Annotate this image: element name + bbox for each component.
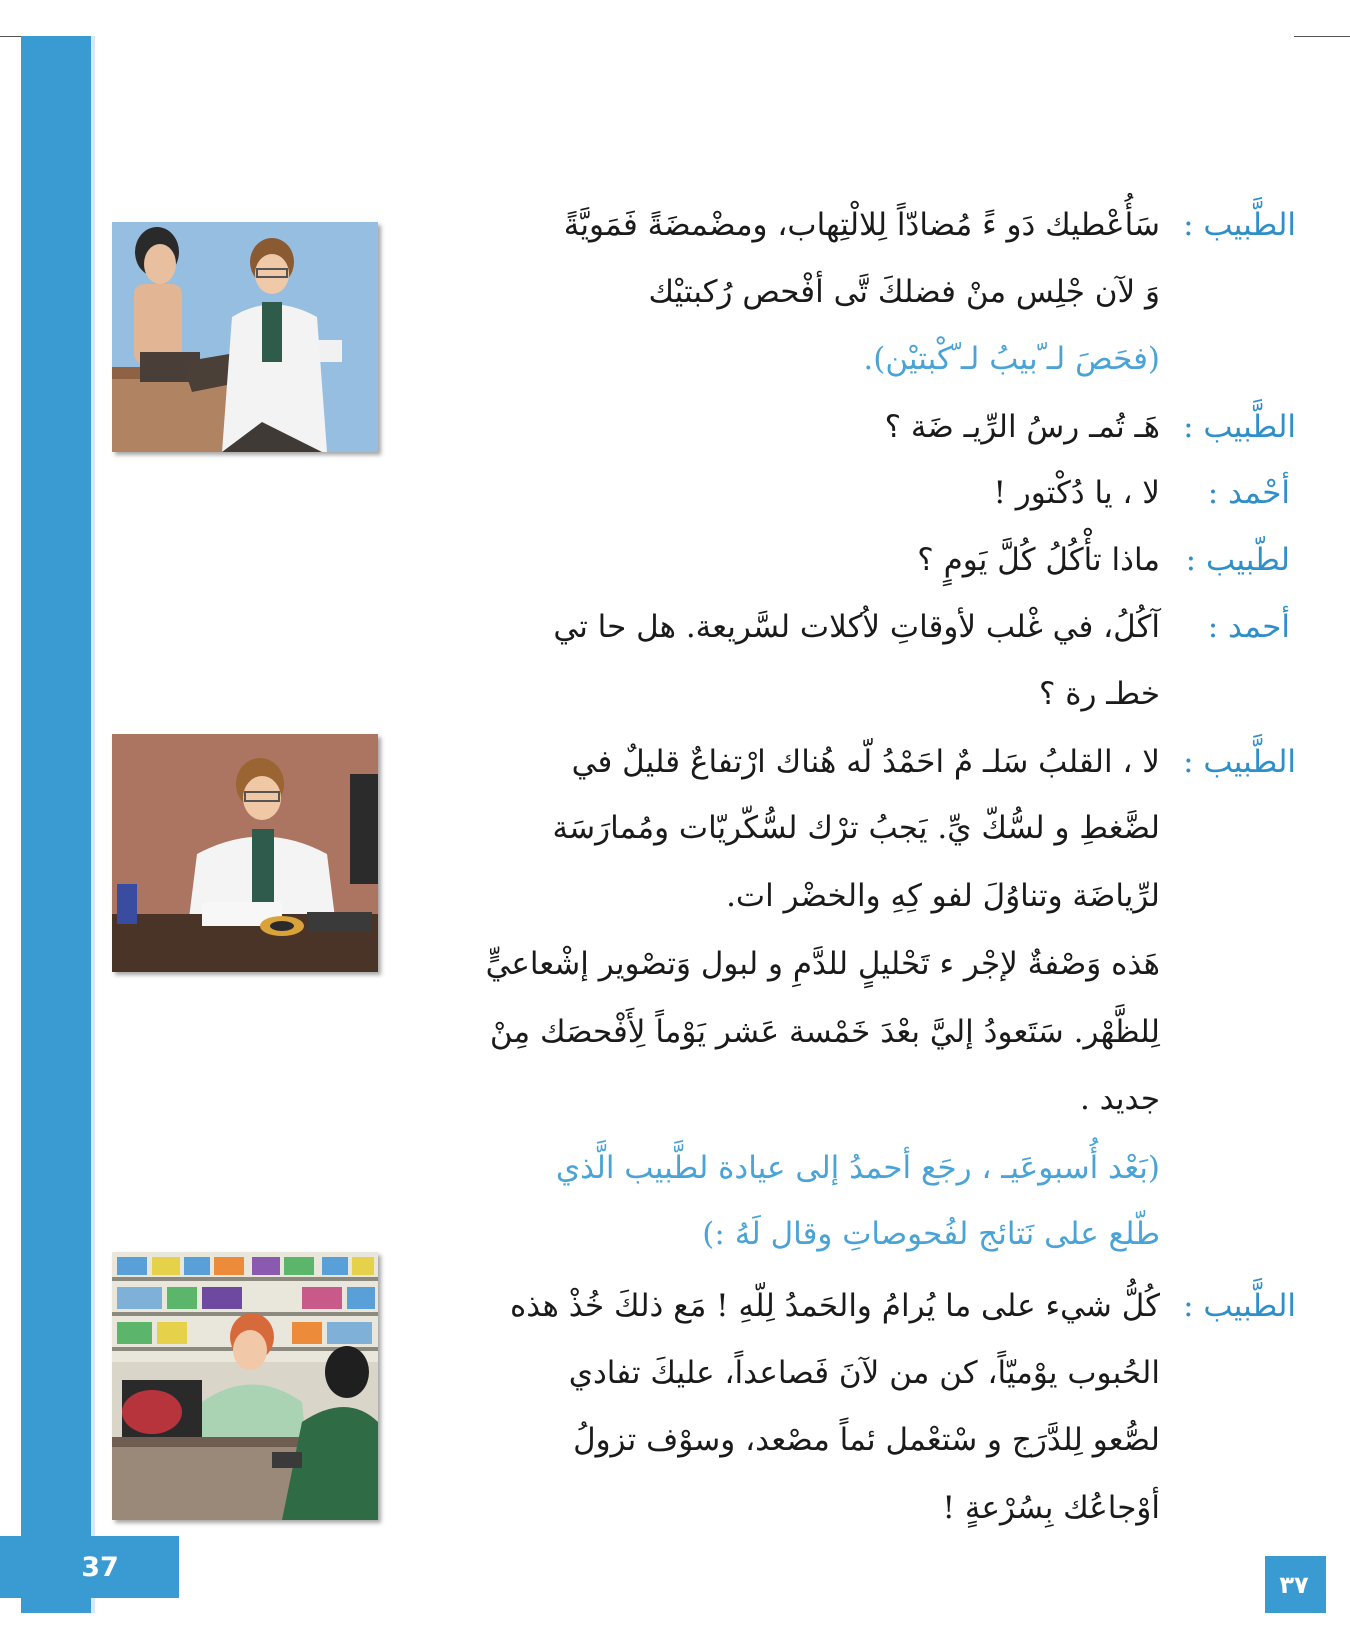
- dialogue-line: لضَّغطِ و لسُّكّ يِّ. يَجبُ ترْك لسُّكّريّات ومُمارَسَة: [552, 810, 1160, 846]
- page-number-tab: [0, 1536, 21, 1598]
- dialogue-line: كُلُّ شيء على ما يُرامُ والحَمدُ لِلّهِ ! مَع ذلكَ خُذْ هذه: [509, 1288, 1160, 1324]
- doctor-writing-prescription-image: [112, 734, 378, 972]
- dialogue-line: آكُلُ، في غْلب لأوقاتِ لاُكلات لسَّريعة. هل حا تي: [553, 609, 1160, 645]
- crop-mark-left: [0, 36, 21, 37]
- side-margin-bar-shadow: [91, 36, 95, 1613]
- speaker-doctor: الطَّبيب :: [1183, 1288, 1296, 1324]
- dialogue-line: لصُّعو لِلدَّرَج و سْتعْمل ئماً مصْعد، وسوْف تزولُ: [573, 1422, 1160, 1458]
- dialogue-line: لِلظَّهْر. سَتَعودُ إليَّ بعْدَ خَمْسة عَشر يَوْماً لِأَفْحصَك مِنْ: [489, 1014, 1160, 1050]
- speaker-ahmed: أحْمد :: [1207, 475, 1290, 511]
- dialogue-line: وَ لآن جْلِس منْ فضلكَ تَّى أفْحص رُكبتيْك: [648, 274, 1160, 310]
- dialogue-line: ماذا تأْكُلُ كُلَّ يَومٍ ؟: [917, 542, 1160, 578]
- side-margin-bar: [21, 36, 91, 1613]
- dialogue-line: خطـ رة ؟: [1038, 676, 1160, 712]
- dialogue-line: لرِّياضَة وتناوُلَ لفو كِهِ والخضْر ات.: [726, 878, 1160, 914]
- dialogue-line: لا ، يا دُكْتور !: [993, 475, 1160, 511]
- narration: طّلع على نَتائج لفُحوصاتِ وقال لَهُ :): [702, 1216, 1160, 1252]
- dialogue-line: جديد .: [1079, 1081, 1160, 1117]
- dialogue-line: هَـ تُمـ رسُ الرِّيـ ضَة ؟: [884, 409, 1160, 445]
- narration: (بَعْد أُسبوعَيـ ، رجَع أحمدُ إلى عيادة لطَّبيب الَّذي: [555, 1150, 1160, 1186]
- page-number-latin: 37: [21, 1536, 179, 1598]
- speaker-doctor: الطَّبيب :: [1183, 409, 1296, 445]
- speaker-doctor: الطَّبيب :: [1183, 207, 1296, 243]
- dialogue-line: الحُبوب يوْميّاً، كن من لآنَ فَصاعداً، عليكَ تفادي: [568, 1355, 1160, 1391]
- doctor-examining-knee-image: [112, 222, 378, 452]
- stage-direction: (فحَصَ لـ ّبيبُ لـ ّكْبتيْن).: [863, 341, 1160, 377]
- dialogue-line: لا ، القلبُ سَلـ مٌ احَمْدُ لّه هُناك ارْتفاعٌ قليلٌ في: [571, 744, 1160, 780]
- page-number-edge: [1323, 1556, 1326, 1613]
- speaker-doctor: الطَّبيب :: [1183, 744, 1296, 780]
- dialogue-line: أوْجاعُك بِسُرْعةٍ !: [942, 1490, 1160, 1526]
- speaker-doctor: لطّبيب :: [1185, 542, 1290, 578]
- pharmacy-counter-image: [112, 1252, 378, 1520]
- crop-mark-right: [1294, 36, 1350, 37]
- dialogue-line: هَذه وَصْفةٌ لإجْر ء تَحْليلٍ للدَّمِ و لبول وَتصْوير إشْعاعيٍّ: [485, 946, 1160, 982]
- dialogue-line: سَأُعْطيك دَو ءً مُضادّاً لِلالْتِهاب، ومضْمضَةً فَمَويَّةً: [563, 207, 1160, 243]
- page-number-arabic: ٣٧: [1265, 1556, 1323, 1613]
- speaker-ahmed: أحمد :: [1207, 609, 1290, 645]
